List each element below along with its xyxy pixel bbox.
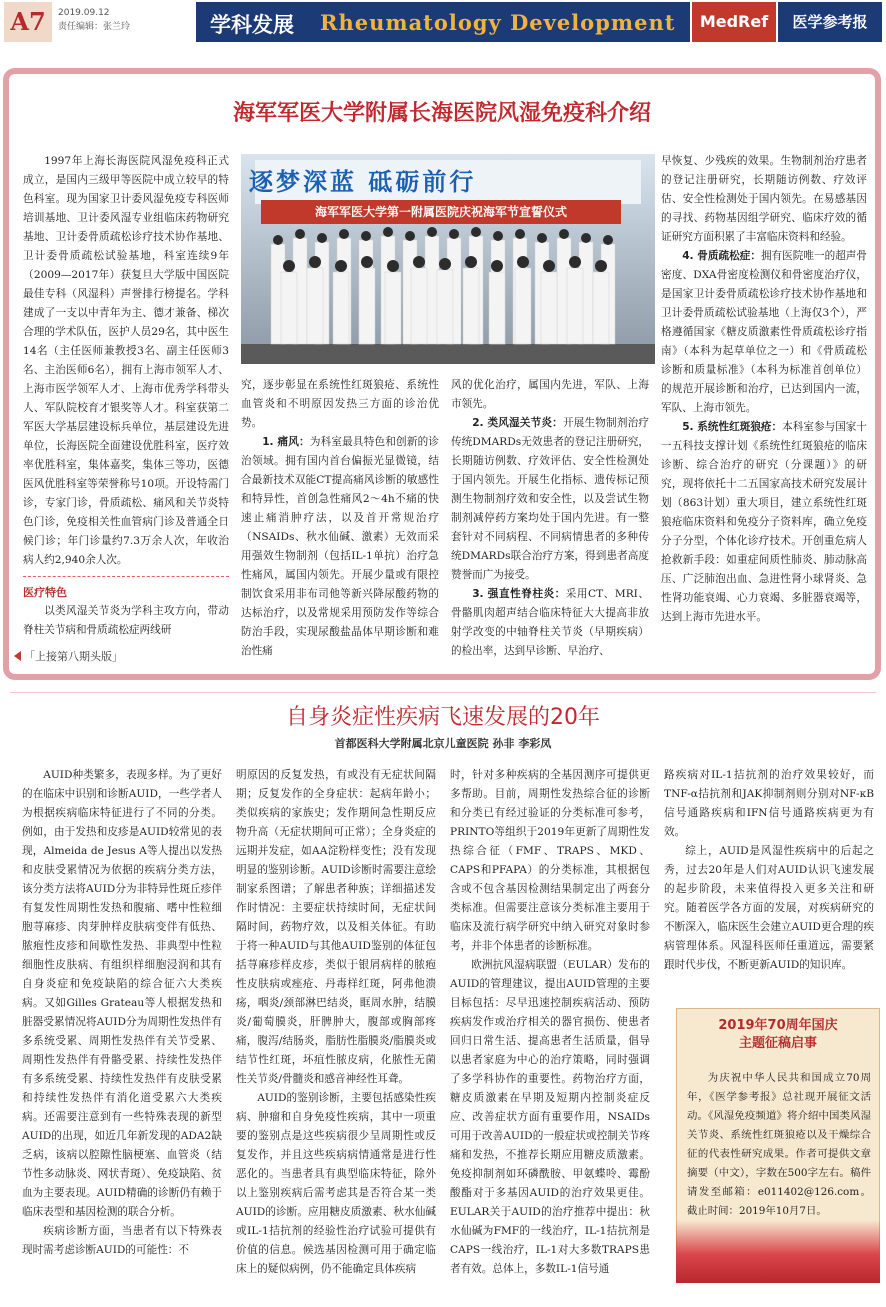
paragraph: 时，针对多种疾病的全基因测序可提供更多帮助。目前，周期性发热综合征的诊断和分类已有经过验证的分类标准可参考，PRINTO等组织于2019年更新了周期性发热综合征（FMF、TRAPS、MKD、CAPS和PFAPA）的分类标准，其根据包含或不包含基因检测结果制定出了两套分类标准。但需要注意该分类标准主要用于临床及流行病学研究中纳入研究对象时参考，并非个体患者的诊断标准。 [450, 769, 650, 952]
paragraph-body: 拥有医院唯一的超声骨密度、DXA骨密度检测仪和骨密度治疗仪，是国家卫计委骨质疏松诊疗技术协作基地和卫计委骨质疏松试验基地（上海仅3个），严格遵循国家《糖皮质激素性骨质疏松诊疗指南》（本科为起草单位之一）和《骨质疏松诊断和质量标准》（本科为标准首创单位）的规范开展诊断和治疗，已达到国内一流，军队、上海市领先。 [661, 250, 867, 414]
paragraph-body: 为科室最具特色和创新的诊治领域。拥有国内首台偏振光显微镜，结合最新技术双能CT提高痛风诊断的敏感性和特异性，首创急性痛风2～4h不痛的快速止痛消肿疗法，以及首开常规治疗（NSAIDs、秋水仙碱、激素）无效而采用强效生物制剂（包括IL-1单抗）治疗急性痛风，属国内领先。开展少量或有限控制饮食采用非布司他等新兴降尿酸药物的达标治疗，以及常规采用预防发作等综合防治手段，实现尿酸盐晶体早期诊断和难治性痛 [241, 436, 439, 657]
paragraph: 明原因的反复发热，有或没有无症状间隔期；反复发作的全身症状：起病年龄小；类似疾病的家族史；发作期间急性期反应物升高（无症状期间可正常）；全身炎症的远期并发症，如AA淀粉样变性；没有发现明显的鉴别诊断。AUID诊断时需要注意绘制家系图谱；了解患者种族；详细描述发作时情况：主要症状持续时间，无症状间隔时间，药物疗效，以及相关体征。有助于将一种AUID与其他AUID鉴别的体征包括荨麻疹样皮疹，类似于银屑病样的脓疱性皮肤病或痤疮、丹毒样红斑，阿弗他溃疡，咽炎/颈部淋巴结炎，眶周水肿，结膜炎/葡萄膜炎，肝脾肿大，腹部或胸部疼痛，腹泻/结肠炎，脂肪性脂膜炎/脂膜炎或结节性红斑，坏疽性脓皮病，化脓性无菌性关节炎/骨髓炎和感音神经性耳聋。 [236, 769, 436, 1085]
divider [23, 576, 229, 577]
article2-column-3 [450, 766, 650, 1279]
section-title-en: Rheumatology Development [320, 10, 676, 35]
continued-from-label: 「上接第八期头版」 [14, 648, 123, 664]
paragraph: 疾病诊断方面，当患者有以下特殊表现时需考虑诊断AUID的可能性：不 [22, 1225, 222, 1256]
photo-slogan: 逐梦深蓝 砥砺前行 [249, 168, 477, 196]
section-title-cn: 学科发展 [210, 13, 294, 37]
paragraph [451, 585, 649, 661]
flag-ribbon-decoration [676, 1220, 880, 1283]
paragraph [451, 414, 649, 585]
paragraph: 究，逐步彰显在系统性红斑狼疮、系统性血管炎和不明原因发热三方面的诊治优势。 [241, 379, 439, 429]
paragraph: 综上，AUID是风湿性疾病中的后起之秀，过去20年是人们对AUID认识飞速发展的起步阶段，未来值得投入更多关注和研究。随着医学各方面的发展，对疾病研究的不断深入，临床医生会建立AUID更合理的疾病管理体系。风湿科医师任重道远，需要紧跟时代步伐，不断更新AUID的知识库。 [664, 845, 874, 971]
subheading: 医疗特色 [23, 586, 67, 599]
paragraph: 欧洲抗风湿病联盟（EULAR）发布的AUID的管理建议，提出AUID管理的主要目标包括：尽早迅速控制疾病活动、预防疾病发作或治疗相关的器官损伤、使患者回归日常生活、提高患者生活质量，倡导以患者家庭为中心的治疗策略，同时强调了多学科协作的重要性。药物治疗方面，糖皮质激素在早期及短期内控制炎症反应、改善症状方面有重要作用，NSAIDs可用于改善AUID的一般症状或控制关节疼痛和发热，不推荐长期应用糖皮质激素。免疫抑制剂如环磷酰胺、甲氨蝶呤、霉酚酸酯对于多基因AUID的治疗效果更佳。EULAR关于AUID的治疗推荐中提出：秋水仙碱为FMF的一线治疗，IL-1拮抗剂是CAPS一线治疗，IL-1对大多数TRAPS患者有效。总体上，多数IL-1信号通 [450, 959, 650, 1275]
paragraph: AUID的鉴别诊断，主要包括感染性疾病、肿瘤和自身免疫性疾病，其中一项重要的鉴别点是这些疾病很少呈周期性或反复发作，并且这些疾病病情通常是进行性恶化的。当患者具有典型临床特征，除外以上鉴别疾病后需考虑其是否符合某一类AUID的诊断。应用糖皮质激素、秋水仙碱或IL-1拮抗剂的经验性治疗试验可提供有价值的信息。候选基因检测可用于确定临床上的疑似病例，仍不能确定具体疾病 [236, 1092, 436, 1275]
paragraph: 风的优化治疗，属国内先进，军队、上海市领先。 [451, 379, 649, 410]
paragraph [661, 247, 867, 418]
paragraph-body: 采用CT、MRI、骨骼肌肉超声结合临床特征大大提高非放射学改变的中轴脊柱关节炎（早期疾病）的检出率，达到早诊断、早治疗、 [451, 588, 649, 657]
paragraph: 早恢复、少残疾的效果。生物制剂治疗患者的登记注册研究，长期随访例数、疗效评估、安全性检测处于国内领先。在易感基因的寻找、药物基因组学研究、临床疗效的循证研究方面积累了丰富临床资料和经验。 [661, 155, 867, 243]
subheading: 1. 痛风： [262, 436, 310, 448]
subheading: 5. 系统性红斑狼疮： [682, 421, 783, 433]
paragraph: 1997年上海长海医院风湿免疫科正式成立，是国内三级甲等医院中成立较早的特色科室。现为国家卫计委风湿免疫专科医师培训基地、卫计委风湿专业组临床药物研究基地、卫计委骨质疏松诊疗技术协作基地、卫计委骨质疏松试验基地，科室连续9年（2009—2017年）获复旦大学版中国医院最佳专科（风湿科）声誉排行榜提名。学科建成了一支以中青年为主、德才兼备、梯次合理的学术队伍，医护人员29名，其中医生14名（主任医师兼教授3名、副主任医师3名、主治医师6名），拥有上海市领军人才、上海市医学领军人才、上海市优秀学科带头人、军队院校育才银奖等人才。科室获第二军医大学基层建设标兵单位，基层建设先进单位，长海医院全面建设优胜科室，医疗效率优胜科室，集体嘉奖，集体三等功，医德医风优胜科室等荣誉称号10项。开设特需门诊，专家门诊，骨质疏松、痛风和关节炎特色门诊，免疫相关性血管病门诊及普通全日候门诊；年门诊量约7.3万余人次，年收治病人约2,940余人次。 [23, 155, 229, 566]
editor-credit: 责任编辑：张兰玲 [58, 22, 131, 32]
paragraph [661, 418, 867, 627]
paragraph: 路疾病对IL-1拮抗剂的治疗效果较好，而TNF-α拮抗剂和JAK抑制剂则分别对NF-κB信号通路疾病和IFN信号通路疾病更为有效。 [664, 769, 874, 838]
notice-title [677, 1017, 879, 1053]
article1-title: 海军军医大学附属长海医院风湿免疫科介绍 [232, 101, 651, 126]
paragraph-body: 开展生物制剂治疗传统DMARDs无效患者的登记注册研究，长期随访例数、疗效评估、安全性检测处于国内领先。开展生化指标、遗传标记预测生物制剂疗效和安全性，以及尝试生物制剂减停药方案均处于国内先进。有一整套针对不同病程、不同病情患者的多种传统DMARDs联合治疗方案，得到患者高度赞誉而广为接受。 [451, 417, 649, 581]
notice-title-line-2: 主题征稿启事 [738, 1036, 817, 1051]
article1-column-4 [661, 152, 867, 627]
subheading: 2. 类风湿关节炎： [472, 417, 563, 429]
article2-column-4 [664, 766, 874, 975]
article2-column-1 [22, 766, 222, 1260]
page-number: A7 [4, 2, 52, 42]
issue-meta [58, 6, 130, 34]
paragraph-body: 本科室参与国家十一五科技支撑计划《系统性红斑狼疮的临床诊断、综合治疗的研究（分课题）》的研究，现将依托十二五国家高技术研究发展计划（863计划）重大项目，建立系统性红斑狼疮临床资料和免疫分子资料库，确立免疫分子分型，个体化诊疗技术。开创重危病人抢救新手段：如重症间质性肺炎、肺动脉高压、广泛肺泡出血、急进性肾小球肾炎、急性肾功能衰竭、心力衰竭、多脏器衰竭等，达到上海市先进水平。 [661, 421, 868, 623]
paragraph [241, 433, 439, 661]
section-bar [196, 2, 690, 42]
notice-title-line-1: 2019年70周年国庆 [718, 1018, 838, 1033]
subheading: 4. 骨质疏松症： [682, 250, 761, 262]
issue-date: 2019.09.12 [58, 8, 110, 18]
article-hospital-intro [3, 68, 881, 680]
article1-column-1 [23, 152, 229, 640]
page-header [0, 0, 886, 46]
article1-column-2 [241, 376, 439, 661]
paragraph: 以类风湿关节炎为学科主攻方向，带动脊柱关节病和骨质疏松症两线研 [23, 605, 229, 636]
paragraph: AUID种类繁多，表现多样。为了更好的在临床中识别和诊断AUID，一些学者人为根据疾病临床特征进行了不同的分类。例如，由于发热和皮疹是AUID较常见的表现，Almeida de Jesus A等人提出以发热和皮肤受累情况为依据的疾病分类方法，该分类方法将AUID分为非特异性斑丘疹伴有复发性周期性发热和腹痛、嗜中性粒细胞荨麻疹、肉芽肿样皮肤病变伴有低热、脓疱性皮疹和间歇性发热、非典型中性粒细胞性皮肤病、有组织样细胞浸润和其有自身炎症和免疫缺陷的综合征六大类疾病。又如Gilles Grateau等人根据发热和脏器受累情况将AUID分为周期性发热伴有多系统受累、周期性发热伴有关节受累、周期性发热伴有骨骼受累、持续性发热伴有多系统受累、持续性发热伴有皮肤受累和持续性发热伴有消化道受累六大类疾病。还需要注意到有一些特殊表现的新型AUID的出现，如近几年新发现的ADA2缺乏病，该病以腔隙性脑梗塞、血管炎（结节性多动脉炎、网状青斑）、免疫缺陷、贫血为主要表现。AUID精确的诊断仍有赖于临床表型和基因检测的联合分析。 [22, 769, 222, 1218]
brand-logo-en: MedRef [692, 2, 776, 42]
article2-authors: 首都医科大学附属北京儿童医院 孙非 李彩凤 [334, 737, 552, 750]
article2-column-2 [236, 766, 436, 1279]
article1-column-3 [451, 376, 649, 661]
divider [10, 692, 876, 693]
subheading: 3. 强直性脊柱炎： [472, 588, 566, 600]
article2-title: 自身炎症性疾病飞速发展的20年 [286, 705, 600, 730]
photo-banner: 海军军医大学第一附属医院庆祝海军节宣誓仪式 [261, 200, 621, 224]
notice-body: 为庆祝中华人民共和国成立70周年，《医学参考报》总社现开展征文活动。《风湿免疫频道》将介绍中国类风湿关节炎、系统性红斑狼疮以及干燥综合征的代表性研究成果。作者可提供文章摘要（中文），字数在500字左右。稿件请发至邮箱：e011402@126.com。截止时间：2019年10月7日。 [687, 1072, 871, 1217]
brand-logo-cn: 医学参考报 [778, 2, 882, 42]
